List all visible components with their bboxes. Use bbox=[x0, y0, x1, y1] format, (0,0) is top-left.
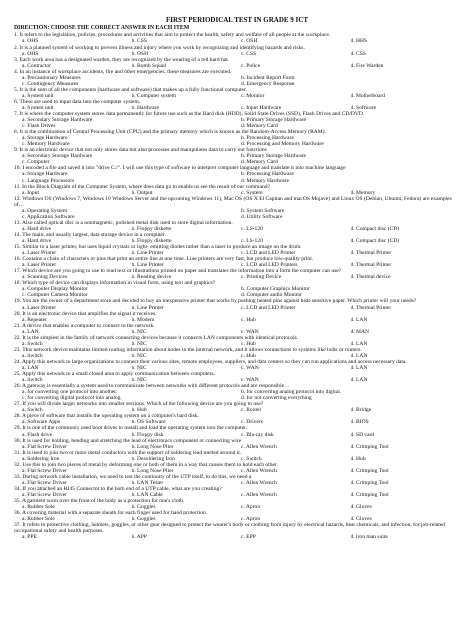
question-stem: 19. You are the owner of a department store and decided to buy an inexpensive printer that works by pushing heated pins against heat-sensitive paper. Which printer will your needs? bbox=[14, 298, 417, 305]
question-item bbox=[14, 371, 460, 383]
answer-option[interactable]: c. Allen Wrench bbox=[241, 479, 277, 486]
answer-option[interactable]: b. OS Software bbox=[131, 419, 166, 426]
question-item bbox=[14, 220, 460, 232]
question-stem: 28. A piece of software that installs the operating system on a computer's hard disk. bbox=[14, 413, 199, 420]
question-stem: 26. A gateway is essentially a system used to communicate between networks with different protocols and are responsible… bbox=[14, 383, 290, 390]
answer-option[interactable]: b. LAN Cable bbox=[131, 491, 163, 498]
question-stem: 17. Which device are you going to use to read text or illustrations printed on paper and translates the information into a form the computer can use? bbox=[14, 268, 342, 275]
answer-option[interactable]: b. Primary Storage Hardware bbox=[241, 117, 306, 124]
answer-option[interactable]: a. Repeater bbox=[22, 316, 47, 323]
question-stem: 27. If you will divide larger networks into smaller sections. Which of the following device are you going to use? bbox=[14, 401, 264, 408]
answer-option[interactable]: a. Hard drive bbox=[22, 225, 52, 232]
answer-options bbox=[14, 63, 460, 69]
question-stem: 31. It is used to join two or more metal conductors with the support of soldering lead melted around it. bbox=[14, 449, 242, 456]
answer-option[interactable]: a. Switch bbox=[22, 377, 43, 384]
question-item bbox=[14, 147, 460, 165]
answer-option[interactable]: b. NIC bbox=[131, 328, 147, 335]
question-stem: 22. It is the simplest in the family of network connecting devices because it connects LAN components with identical protocols. bbox=[14, 334, 299, 341]
question-stem: 23. This network device maintains limited routing information about nodes in the internal network, and it allows connections to systems like hubs or routers. bbox=[14, 346, 362, 353]
answer-option[interactable]: a. OHS bbox=[22, 50, 39, 57]
answer-option[interactable]: b. Goggles bbox=[131, 504, 156, 511]
answer-option[interactable]: d. Crimping Tool bbox=[350, 479, 389, 486]
question-item bbox=[14, 184, 460, 196]
answer-option[interactable]: d. BIOS bbox=[350, 419, 369, 426]
answer-option[interactable]: a. Flat Screw Driver bbox=[22, 467, 67, 474]
question-stem: 9. It is an electronic device that not only stores data but also processes and manipulates data to carry out functions bbox=[14, 147, 267, 154]
answer-option[interactable]: c. LS-120 bbox=[241, 225, 263, 232]
answer-option[interactable]: a. Flat Screw Driver bbox=[22, 491, 67, 498]
answer-option[interactable]: c. for converting digital protocol into analog. bbox=[22, 395, 122, 402]
answer-option[interactable]: c. Router bbox=[241, 407, 262, 414]
answer-option[interactable]: b. Line Printer bbox=[131, 250, 164, 257]
question-stem: 14. The main, and usually largest, data storage device in a computer. bbox=[14, 231, 166, 238]
answer-option[interactable]: d. for not converting everything bbox=[241, 395, 312, 402]
question-item bbox=[14, 256, 460, 268]
question-item bbox=[14, 425, 460, 437]
question-item bbox=[14, 268, 460, 280]
answer-option[interactable]: b. Bomb Squad bbox=[131, 62, 166, 69]
answer-option[interactable]: a. Operating System bbox=[22, 207, 68, 214]
answer-option[interactable]: d. Hub bbox=[350, 455, 366, 462]
answer-option[interactable]: c. WAN bbox=[241, 328, 259, 335]
question-item bbox=[14, 69, 460, 87]
answer-option[interactable]: d. Crimping Tool bbox=[350, 467, 389, 474]
question-stem: 33. During network cable installation, we need to test the continuity of the UTP itself, to do this, we need a bbox=[14, 473, 252, 480]
answer-option[interactable]: b. Reading device bbox=[131, 274, 172, 281]
question-stem: 1. It refers to the legislation, policies, procedures and activities that aim to protect the health, safety and welfare of all people at the workplace. bbox=[14, 32, 331, 39]
answer-option[interactable]: a. Software Apps bbox=[22, 419, 61, 426]
answer-option[interactable]: b. LAN Tester bbox=[131, 479, 164, 486]
question-stem: 13. Also called optical disc is a nonmagnetic, polished metal disk used to store digital information. bbox=[14, 219, 233, 226]
answer-option[interactable]: d. Motherboard bbox=[350, 92, 386, 99]
question-item bbox=[14, 99, 460, 111]
question-item bbox=[14, 335, 460, 347]
answer-option[interactable]: c. Monitor bbox=[241, 92, 265, 99]
question-item bbox=[14, 32, 460, 44]
question-item bbox=[14, 498, 460, 510]
answer-option[interactable]: c. Apron bbox=[241, 504, 261, 511]
question-stem: 29. It is one of the commonly used boot drives to install and load the operating system into the computer. bbox=[14, 425, 248, 432]
question-stem: 5. It is the sum of all the components (hardware and software) that makes up a fully functional computer. bbox=[14, 86, 247, 93]
answer-options bbox=[14, 389, 460, 401]
question-item bbox=[14, 413, 460, 425]
answer-option[interactable]: c. Allen Wrench bbox=[241, 467, 277, 474]
answer-option[interactable]: d. Processing and Memory Hardware bbox=[241, 141, 324, 148]
answer-option[interactable]: c. Allen Wrench bbox=[241, 491, 277, 498]
answer-option[interactable]: a. System unit bbox=[22, 104, 54, 111]
answer-option[interactable]: b. Line Printer bbox=[131, 304, 164, 311]
question-item bbox=[14, 323, 460, 335]
answer-option[interactable]: d. LAN bbox=[350, 316, 368, 323]
answer-option[interactable]: d. Thermal Printer bbox=[350, 250, 392, 257]
question-stem: 11. In the Block Diagram of the Computer System, where does data go to enable us see the result of our command? bbox=[14, 183, 270, 190]
answer-option[interactable]: c. Application Software bbox=[22, 213, 75, 220]
question-item bbox=[14, 522, 460, 540]
answer-option[interactable]: a. LAN bbox=[22, 364, 39, 371]
answer-option[interactable]: b. Floppy disk bbox=[131, 431, 164, 438]
answer-option[interactable]: a. Contractor bbox=[22, 62, 51, 69]
answer-option[interactable]: a. Soldering Iron bbox=[22, 455, 60, 462]
question-item bbox=[14, 165, 460, 183]
answer-option[interactable]: c. Drivers bbox=[241, 419, 263, 426]
answer-option[interactable]: c. Printing Device bbox=[241, 274, 282, 281]
question-item bbox=[14, 87, 460, 99]
answer-option[interactable]: a. Flat Screw Driver bbox=[22, 443, 67, 450]
answer-option[interactable]: a. for converting one protocol into another. bbox=[22, 389, 118, 396]
question-list bbox=[14, 32, 460, 540]
question-item bbox=[14, 450, 460, 462]
answer-options bbox=[14, 305, 460, 311]
answer-option[interactable]: c. Allen Wrench bbox=[241, 443, 277, 450]
answer-option[interactable]: c. EPP bbox=[241, 534, 256, 541]
answer-option[interactable]: b. Long Nose Plier bbox=[131, 467, 174, 474]
answer-option[interactable]: a. PPE bbox=[22, 534, 37, 541]
answer-option[interactable]: d. Memory Hardware bbox=[241, 177, 289, 184]
answer-options bbox=[14, 208, 460, 220]
answer-option[interactable]: a. Secondary Storage Hardware bbox=[22, 117, 93, 124]
question-item bbox=[14, 486, 460, 498]
answer-option[interactable]: c. LCD and LED Printer bbox=[241, 250, 296, 257]
answer-options bbox=[14, 329, 460, 335]
answer-option[interactable]: a. Hard drive bbox=[22, 238, 52, 244]
question-stem: 10. I encoded a file and saved it into "drive C:/". I will use this type of software to interpret computer language and translate it into machine language bbox=[14, 165, 346, 172]
answer-option[interactable]: d. Thermal device bbox=[350, 274, 391, 281]
answer-option[interactable]: d. Fire Warden bbox=[350, 62, 384, 69]
question-item bbox=[14, 232, 460, 244]
answer-option[interactable]: b. Primary Storage Hardware bbox=[241, 153, 306, 160]
question-item bbox=[14, 45, 460, 57]
answer-option[interactable]: c. LCD and LED Printers bbox=[241, 262, 298, 269]
question-item bbox=[14, 196, 460, 220]
question-item bbox=[14, 129, 460, 147]
answer-option[interactable]: d. LAN bbox=[350, 340, 368, 347]
answer-option[interactable]: b. Line Printer bbox=[131, 262, 164, 269]
answer-option[interactable]: a. Precautionary Measures bbox=[22, 74, 81, 81]
answer-option[interactable]: b. Desoldering Iron bbox=[131, 455, 175, 462]
question-stem: 25. Apply this network to a small closed area to apply communication between computers. bbox=[14, 371, 216, 378]
question-item bbox=[14, 401, 460, 413]
answer-option[interactable]: c. LS-120 bbox=[241, 238, 263, 244]
answer-option[interactable]: d. iron man suite bbox=[350, 534, 388, 541]
answer-option[interactable]: b. for converting analog protocol into digital. bbox=[241, 389, 342, 396]
answer-option[interactable]: c. Police bbox=[241, 62, 261, 69]
page-title: FIRST PERIODICAL TEST IN GRADE 9 ICT bbox=[166, 16, 308, 24]
question-item bbox=[14, 438, 460, 450]
question-stem: 3. Each work area has a designated warden, they are recognized by the wearing of a red hard hat. bbox=[14, 56, 230, 63]
answer-option[interactable]: d. Memory bbox=[350, 189, 376, 196]
answer-option[interactable]: c. Language Processors bbox=[22, 177, 75, 184]
question-item bbox=[14, 462, 460, 474]
question-stem: 20. It is an electronic device that amplifies the signal it receives. bbox=[14, 310, 157, 317]
answer-option[interactable]: a. Rubber Sole bbox=[22, 504, 55, 511]
answer-option[interactable]: a. Input bbox=[22, 189, 39, 196]
answer-option[interactable]: c. WAN bbox=[241, 377, 259, 384]
answer-option[interactable]: c. System bbox=[241, 189, 263, 196]
answer-option[interactable]: d. Thermal Printer bbox=[350, 262, 392, 269]
answer-options bbox=[14, 153, 460, 165]
answer-option[interactable]: d. Crimping Tool bbox=[350, 443, 389, 450]
question-stem: 8. It is the combination of Central Processing Unit (CPU) and the primary memory which is known as the Random-Access Memory (RAM). bbox=[14, 129, 326, 136]
answer-option[interactable]: a. Rubber Sole bbox=[22, 516, 55, 523]
answer-options bbox=[14, 38, 460, 44]
answer-option[interactable]: a. LAN bbox=[22, 328, 39, 335]
answer-option[interactable]: b. Floppy diskette bbox=[131, 238, 172, 244]
question-stem: 12. Windows OS (Windows 7, Windows 10 Windows Server and the upcoming Windows 11), Mac OS (OS X El Capitan and macOS Mojave) and Linux OS (Debian, Ubuntu, Fedora) are examples of… bbox=[14, 195, 452, 208]
question-item bbox=[14, 383, 460, 401]
question-item bbox=[14, 111, 460, 129]
answer-option[interactable]: a. Switch bbox=[22, 340, 43, 347]
answer-option[interactable]: c. WAN bbox=[241, 364, 259, 371]
answer-option[interactable]: b. OSH bbox=[131, 50, 149, 57]
question-stem: 24. Apply this network to large organizations to connect their various sites, remote employees, suppliers, and data centers so they can run applications and access necessary data. bbox=[14, 358, 407, 365]
answer-options bbox=[14, 51, 460, 57]
answer-option[interactable]: b. NIC bbox=[131, 352, 147, 359]
answer-option[interactable]: d. MAN bbox=[350, 328, 369, 335]
answer-option[interactable]: b. System Software bbox=[241, 207, 285, 214]
question-item bbox=[14, 311, 460, 323]
answer-option[interactable]: b. Computer system bbox=[131, 92, 177, 99]
answer-option[interactable]: d. Gloves bbox=[350, 504, 372, 511]
question-stem: 18. Which type of device can displays information in visual form, using text and graphics? bbox=[14, 280, 216, 287]
answer-option[interactable]: a. System unit bbox=[22, 92, 54, 99]
question-item bbox=[14, 298, 460, 310]
answer-option[interactable]: c. Blu-ray disk bbox=[241, 431, 274, 438]
answer-option[interactable]: b. NIC bbox=[131, 364, 147, 371]
answer-options bbox=[14, 534, 460, 540]
answer-option[interactable]: d. Memory Card bbox=[241, 159, 278, 166]
answer-options bbox=[14, 135, 460, 147]
answer-option[interactable]: a. Switch bbox=[22, 352, 43, 359]
answer-option[interactable]: c. Switch bbox=[241, 455, 262, 462]
answer-option[interactable]: c. Hub bbox=[241, 316, 256, 323]
answer-option[interactable]: b. Floppy diskette bbox=[131, 225, 172, 232]
answer-options bbox=[14, 190, 460, 196]
answer-option[interactable]: c. LCD and LED Printer bbox=[241, 304, 296, 311]
answer-option[interactable]: c. Computer Camera Monitor bbox=[22, 292, 88, 299]
answer-option[interactable]: b. Processing Hardware bbox=[241, 135, 294, 142]
question-stem: 30. It is used for holding, bending and stretching the lead of electronics component or connecting wire bbox=[14, 437, 242, 444]
answer-option[interactable]: a. Laser Printer bbox=[22, 304, 57, 311]
answer-option[interactable]: d. Gloves bbox=[350, 516, 372, 523]
answer-option[interactable]: d. LAN bbox=[350, 377, 368, 384]
question-stem: 21. A device that enables a computer to connect to the network. bbox=[14, 322, 155, 329]
question-item bbox=[14, 359, 460, 371]
answer-option[interactable]: b. Goggles bbox=[131, 516, 156, 523]
answer-option[interactable]: d. Utility Software bbox=[241, 213, 283, 220]
answer-option[interactable]: a. Storage Hardware bbox=[22, 135, 68, 142]
answer-options bbox=[14, 317, 460, 323]
answer-option[interactable]: c. Memory Hardware bbox=[22, 141, 70, 148]
answer-option[interactable]: c. Apron bbox=[241, 516, 261, 523]
question-stem: 15. Similar to a laser printer, but uses liquid crystals or light- emitting diodes rather than a laser to produce an image on the drum. bbox=[14, 244, 302, 251]
answer-option[interactable]: d. Compact disc (CD) bbox=[350, 238, 400, 244]
answer-option[interactable]: b. Incident Report Form bbox=[241, 74, 295, 81]
answer-options bbox=[14, 286, 460, 298]
answer-option[interactable]: c. Input Hardware bbox=[241, 104, 282, 111]
question-stem: 35. A garment worn over the front of the body as a protection for one's cloth. bbox=[14, 498, 185, 505]
question-stem: 7. It is where the computer system stores data permanently for future use such as the Hard disk (HDD), Solid State Drives (SSD), Flash Drives and CD/DVD. bbox=[14, 111, 365, 118]
answer-option[interactable]: a. Flat Screw Driver bbox=[22, 479, 67, 486]
answer-option[interactable]: c. Hub bbox=[241, 340, 256, 347]
answer-option[interactable]: a. Secondary Storage Hardware bbox=[22, 153, 93, 160]
answer-option[interactable]: b. NIC bbox=[131, 340, 147, 347]
answer-options bbox=[14, 341, 460, 347]
answer-option[interactable]: b. Computer Graphics Monitor bbox=[241, 286, 310, 293]
question-item bbox=[14, 57, 460, 69]
answer-option[interactable]: a. Switch bbox=[22, 407, 43, 414]
answer-option[interactable]: d. Computer audio Monitor bbox=[241, 292, 303, 299]
question-item bbox=[14, 347, 460, 359]
answer-options bbox=[14, 75, 460, 87]
question-stem: 6. These are used to input data into the computer system. bbox=[14, 98, 141, 105]
answer-option[interactable]: b. APP bbox=[131, 534, 147, 541]
answer-options bbox=[14, 171, 460, 183]
answer-option[interactable]: c. Contingency Measures bbox=[22, 80, 79, 87]
answer-option[interactable]: a. OHS bbox=[22, 38, 39, 45]
question-stem: 32. Use this to join two pieces of metal by deforming one or both of them in a way that causes them to hold each other. bbox=[14, 461, 278, 468]
answer-option[interactable]: b. Hardware bbox=[131, 104, 159, 111]
answer-option[interactable]: a. Laser Printer bbox=[22, 262, 57, 269]
directions: DIRECTION: CHOOSE THE CORRECT ANSWER IN EACH ITEM bbox=[14, 25, 190, 31]
answer-option[interactable]: c. Hub bbox=[241, 352, 256, 359]
answer-option[interactable]: b. CSS bbox=[131, 38, 147, 45]
answer-option[interactable]: b. Processing Hardware bbox=[241, 171, 294, 178]
answer-option[interactable]: a. Computer Display Monitor bbox=[22, 286, 88, 293]
answer-option[interactable]: a. Scanning Devices bbox=[22, 274, 68, 281]
question-item bbox=[14, 280, 460, 298]
answer-option[interactable]: a. Flash drive bbox=[22, 431, 53, 438]
question-stem: 34. If you attached an RJ45 Connector to the both end of a UTP cable, what are you creating? bbox=[14, 485, 222, 492]
question-stem: 36. A covering material with a separate sheath for each finger used for hand protection. bbox=[14, 510, 208, 517]
question-item bbox=[14, 244, 460, 256]
answer-option[interactable]: b. Output bbox=[131, 189, 153, 196]
answer-option[interactable]: c. Flash Drives bbox=[22, 123, 56, 130]
question-stem: 2. It is a planned system of working to prevent illness and injury where you work by recognizing and identifying hazards and risks. bbox=[14, 44, 305, 51]
answer-options bbox=[14, 432, 460, 438]
answer-options bbox=[14, 444, 460, 450]
question-stem: 37. It refers to protective clothing, helmets, goggles, or other gear designed to protect the wearer's body or clothing from injury by electrical hazards, heat chemicals, and infection, for job-related occupational safety and health purposes. bbox=[14, 522, 446, 535]
answer-option[interactable]: d. Compact disc (CD) bbox=[350, 225, 400, 232]
answer-options bbox=[14, 117, 460, 129]
answer-option[interactable]: d. Crimping Tool bbox=[350, 491, 389, 498]
answer-option[interactable]: a. Storage Hardware bbox=[22, 171, 68, 178]
question-stem: 4. In an instance of workplace accidents, fire and other emergencies, these measures are executed. bbox=[14, 68, 232, 75]
answer-option[interactable]: d. Memory Card bbox=[241, 123, 278, 130]
answer-options bbox=[14, 468, 460, 474]
answer-option[interactable]: d. HHS bbox=[350, 38, 368, 45]
answer-option[interactable]: b. NIC bbox=[131, 377, 147, 384]
answer-option[interactable]: b. Hub bbox=[131, 407, 147, 414]
answer-option[interactable]: d. LAN bbox=[350, 352, 368, 359]
answer-option[interactable]: d. LAN bbox=[350, 364, 368, 371]
answer-option[interactable]: c. Computer bbox=[22, 159, 50, 166]
answer-option[interactable]: b. Modem bbox=[131, 316, 155, 323]
answer-option[interactable]: a. Laser Printer bbox=[22, 250, 57, 257]
answer-option[interactable]: d. Emergency Response bbox=[241, 80, 295, 87]
question-item bbox=[14, 510, 460, 522]
answer-option[interactable]: d. SD card bbox=[350, 431, 375, 438]
answer-options bbox=[14, 456, 460, 462]
answer-option[interactable]: d. Software bbox=[350, 104, 377, 111]
answer-option[interactable]: c. CSS bbox=[241, 50, 257, 57]
answer-option[interactable]: d. Bridge bbox=[350, 407, 372, 414]
answer-option[interactable]: d. Thermal Printer bbox=[350, 304, 392, 311]
answer-option[interactable]: d. CSS bbox=[350, 50, 366, 57]
question-stem: 16. Contains a chain of characters or pins that print an entire line at one time. Line printers are very fast, but produce low-quality print. bbox=[14, 256, 314, 263]
answer-option[interactable]: c. OSH bbox=[241, 38, 258, 45]
answer-option[interactable]: b. Long Nose Plier bbox=[131, 443, 174, 450]
question-item bbox=[14, 474, 460, 486]
